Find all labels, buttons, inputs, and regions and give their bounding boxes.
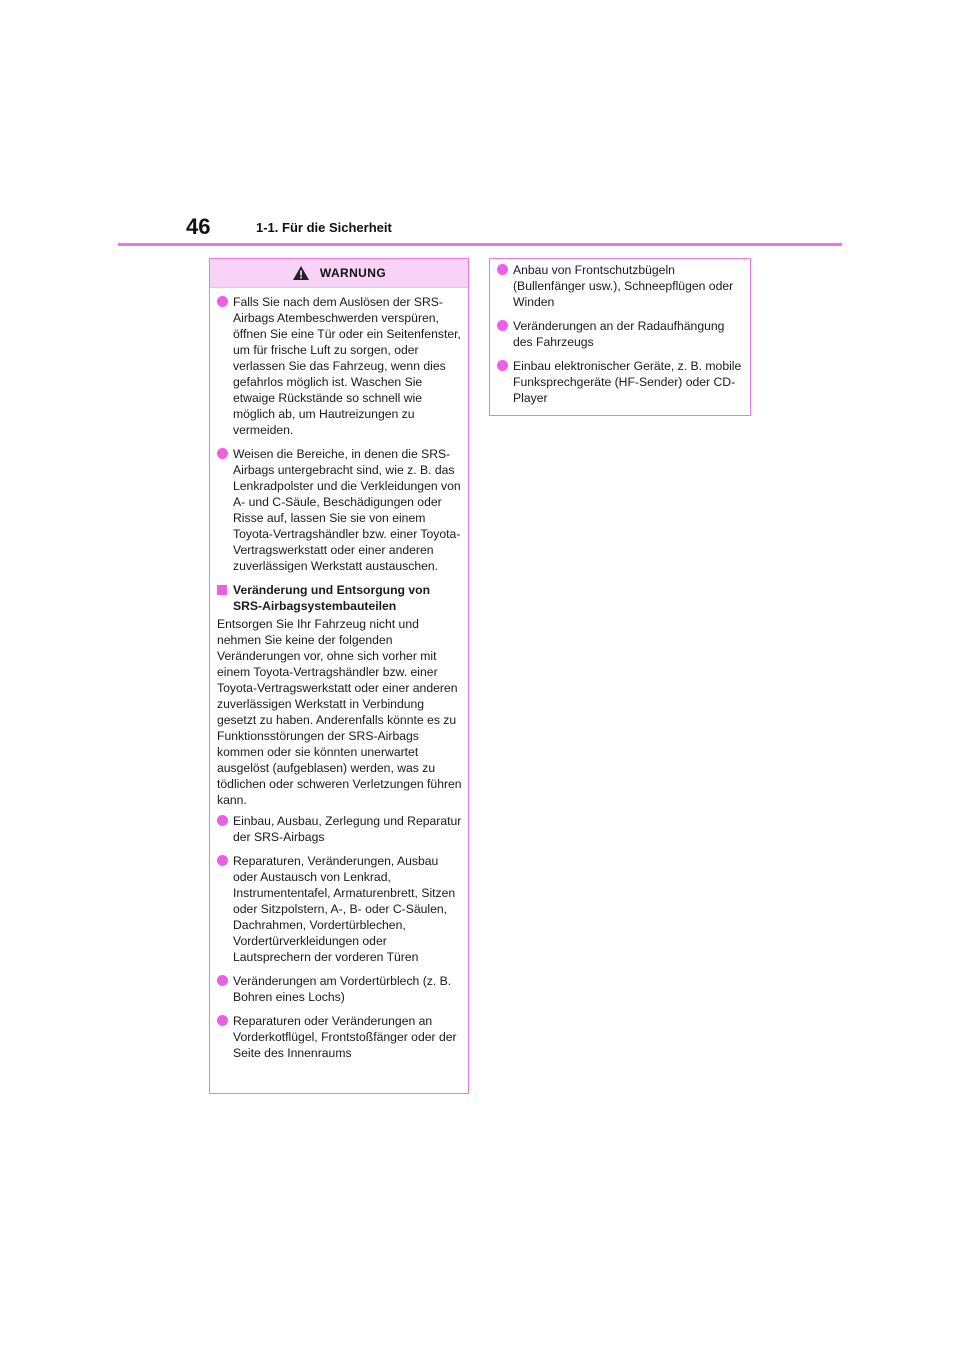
list-item bbox=[217, 446, 462, 574]
bullet-dot-icon bbox=[497, 320, 508, 331]
warning-content bbox=[210, 288, 468, 1061]
bullet-dot-icon bbox=[217, 296, 228, 307]
bullet-dot-icon bbox=[217, 975, 228, 986]
list-item bbox=[497, 262, 744, 310]
paragraph: Entsorgen Sie Ihr Fahrzeug nicht und nehmen Sie keine der folgenden Veränderungen vor, ohne sich vorher mit einem Toyota-Vertragshändler bzw. einer Toyota-Vertragswerkstatt oder einer anderen zuverlässigen Werkstatt in Verbindung gesetzt zu haben. Anderenfalls könnte es zu Funktionsstörungen der SRS-Airbags kommen oder sie könnten unerwartet ausgelöst (aufgeblasen) werden, was zu tödlichen oder schweren Verletzungen führen kann. bbox=[217, 617, 462, 807]
bullet-dot-icon bbox=[497, 264, 508, 275]
bullet-dot-icon bbox=[217, 448, 228, 459]
list-item bbox=[497, 358, 744, 406]
warning-continued-box bbox=[489, 258, 751, 416]
bullet-square-icon bbox=[217, 585, 227, 595]
warning-title: WARNUNG bbox=[319, 266, 387, 280]
subheading: Veränderung und Entsorgung von SRS-Airbagsystembauteilen bbox=[233, 583, 431, 613]
list-item-text: Weisen die Bereiche, in denen die SRS-Airbags untergebracht sind, wie z. B. das Lenkradpolster und die Verkleidungen von A- und C-Säule, Beschädigungen oder Risse auf, lassen Sie sie von einem Toyota-Vertragshändler bzw. einer Toyota-Vertragswerkstatt oder einer anderen zuverlässigen Werkstatt austauschen. bbox=[233, 447, 461, 573]
list-item bbox=[217, 973, 462, 1005]
list-item bbox=[217, 294, 462, 438]
warning-triangle-icon bbox=[292, 265, 310, 281]
list-item bbox=[217, 853, 462, 965]
subheading-row bbox=[217, 582, 462, 614]
list-item-text: Falls Sie nach dem Auslösen der SRS-Airbags Atembeschwerden verspüren, öffnen Sie eine Tür oder ein Seitenfenster, um für frische Luft zu sorgen, oder verlassen Sie das Fahrzeug, wenn dies gefahrlos möglich ist. Waschen Sie etwaige Rückstände so schnell wie möglich ab, um Hautreizungen zu vermeiden. bbox=[233, 295, 461, 437]
list-item bbox=[217, 1013, 462, 1061]
list-item-text: Reparaturen, Veränderungen, Ausbau oder Austausch von Lenkrad, Instrumententafel, Armaturenbrett, Sitzen oder Sitzpolstern, A-, B- oder C-Säulen, Dachrahmen, Vordertürblechen, Vordertürverkleidungen oder Lautsprechern der vorderen Türen bbox=[233, 854, 456, 964]
list-item-text: Einbau elektronischer Geräte, z. B. mobile Funksprechgeräte (HF-Sender) oder CD-Player bbox=[513, 359, 742, 405]
continued-content bbox=[490, 259, 750, 406]
page-number: 46 bbox=[186, 214, 211, 239]
bullet-dot-icon bbox=[217, 855, 228, 866]
list-item-text: Einbau, Ausbau, Zerlegung und Reparatur der SRS-Airbags bbox=[233, 814, 462, 844]
warning-box bbox=[209, 258, 469, 1094]
header-rule bbox=[118, 243, 842, 246]
list-item bbox=[497, 318, 744, 350]
warning-header bbox=[210, 259, 468, 288]
section-title: 1-1. Für die Sicherheit bbox=[256, 220, 392, 235]
list-item-text: Veränderungen an der Radaufhängung des Fahrzeugs bbox=[513, 319, 725, 349]
list-item-text: Veränderungen am Vordertürblech (z. B. Bohren eines Lochs) bbox=[233, 974, 452, 1004]
list-item bbox=[217, 813, 462, 845]
list-item-text: Reparaturen oder Veränderungen an Vorderkotflügel, Frontstoßfänger oder der Seite des Innenraums bbox=[233, 1014, 457, 1060]
bullet-dot-icon bbox=[497, 360, 508, 371]
bullet-dot-icon bbox=[217, 1015, 228, 1026]
list-item-text: Anbau von Frontschutzbügeln (Bullenfänger usw.), Schneepflügen oder Winden bbox=[513, 263, 734, 309]
bullet-dot-icon bbox=[217, 815, 228, 826]
